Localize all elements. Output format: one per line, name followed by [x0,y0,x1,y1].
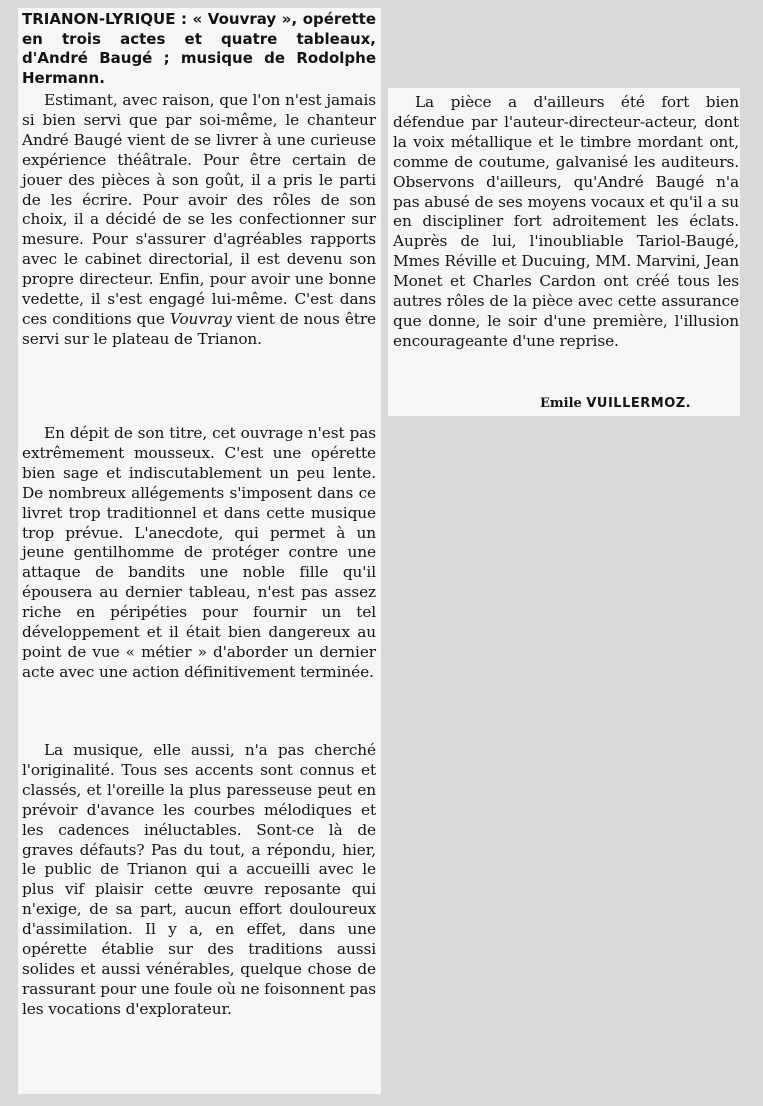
article-paragraph-1: Estimant, avec raison, que l'on n'est jamais si bien servi que par soi-même, le chanteur André Baugé vient de se livrer à une curieuse expérience théâtrale. Pour être certain de jouer des pièces à son goût, il a pris le parti de les écrire. Pour avoir des rôles de son choix, il a décidé de se les confectionner sur mesure. Pour s'assurer d'agréables rapports avec le cabinet directorial, il est devenu son propre directeur. Enfin, pour avoir une bonne vedette, il s'est engagé lui-même. C'est dans ces conditions que Vouvray vient de nous être servi sur le plateau de Trianon. [22,91,376,348]
author-first-name: Emile [540,396,582,411]
article-paragraph-4: La pièce a d'ailleurs été fort bien défendue par l'auteur-directeur-acteur, dont la voix métallique et le timbre mordant ont, comme de coutume, galvanisé les auditeurs. Observons d'ailleurs, qu'André Baugé n'a pas abusé de ses moyens vocaux et qu'il a su en discipliner fort adroitement les éclats. Auprès de lui, l'inoubliable Tariol-Baugé, Mmes Réville et Ducuing, MM. Marvini, Jean Monet et Charles Cardon ont créé tous les autres rôles de la pièce avec cette assurance que donne, le soir d'une première, l'illusion encourageante d'une reprise. [393,93,739,350]
article-paragraph-2: En dépit de son titre, cet ouvrage n'est pas extrêmement mousseux. C'est une opérette bien sage et indiscutablement un peu lente. De nombreux allégements s'imposent dans ce livret trop traditionnel et dans cette musique trop prévue. L'anecdote, qui permet à un jeune gentilhomme de protéger contre une attaque de bandits une noble fille qu'il épousera au dernier tableau, n'est pas assez riche en péripéties pour fournir un tel développement et il était bien dangereux au point de vue « métier » d'aborder un dernier acte avec une action définitivement terminée. [22,424,376,681]
article-headline: TRIANON-LYRIQUE : « Vouvray », opérette en trois actes et quatre tableaux, d'André Baugé ; musique de Rodolphe Hermann. [22,10,376,87]
author-signature [540,396,691,411]
article-paragraph-3: La musique, elle aussi, n'a pas cherché l'originalité. Tous ses accents sont connus et classés, et l'oreille la plus paresseuse peut en prévoir d'avance les courbes mélodiques et les cadences inéluctables. Sont-ce là de graves défauts? Pas du tout, a répondu, hier, le public de Trianon qui a accueilli avec le plus vif plaisir cette œuvre reposante qui n'exige, de sa part, aucun effort douloureux d'assimilation. Il y a, en effet, dans une opérette établie sur des traditions aussi solides et aussi vénérables, quelque chose de rassurant pour une foule où ne foisonnent pas les vocations d'explorateur. [22,741,376,1018]
author-last-name: VUILLERMOZ. [586,396,692,411]
